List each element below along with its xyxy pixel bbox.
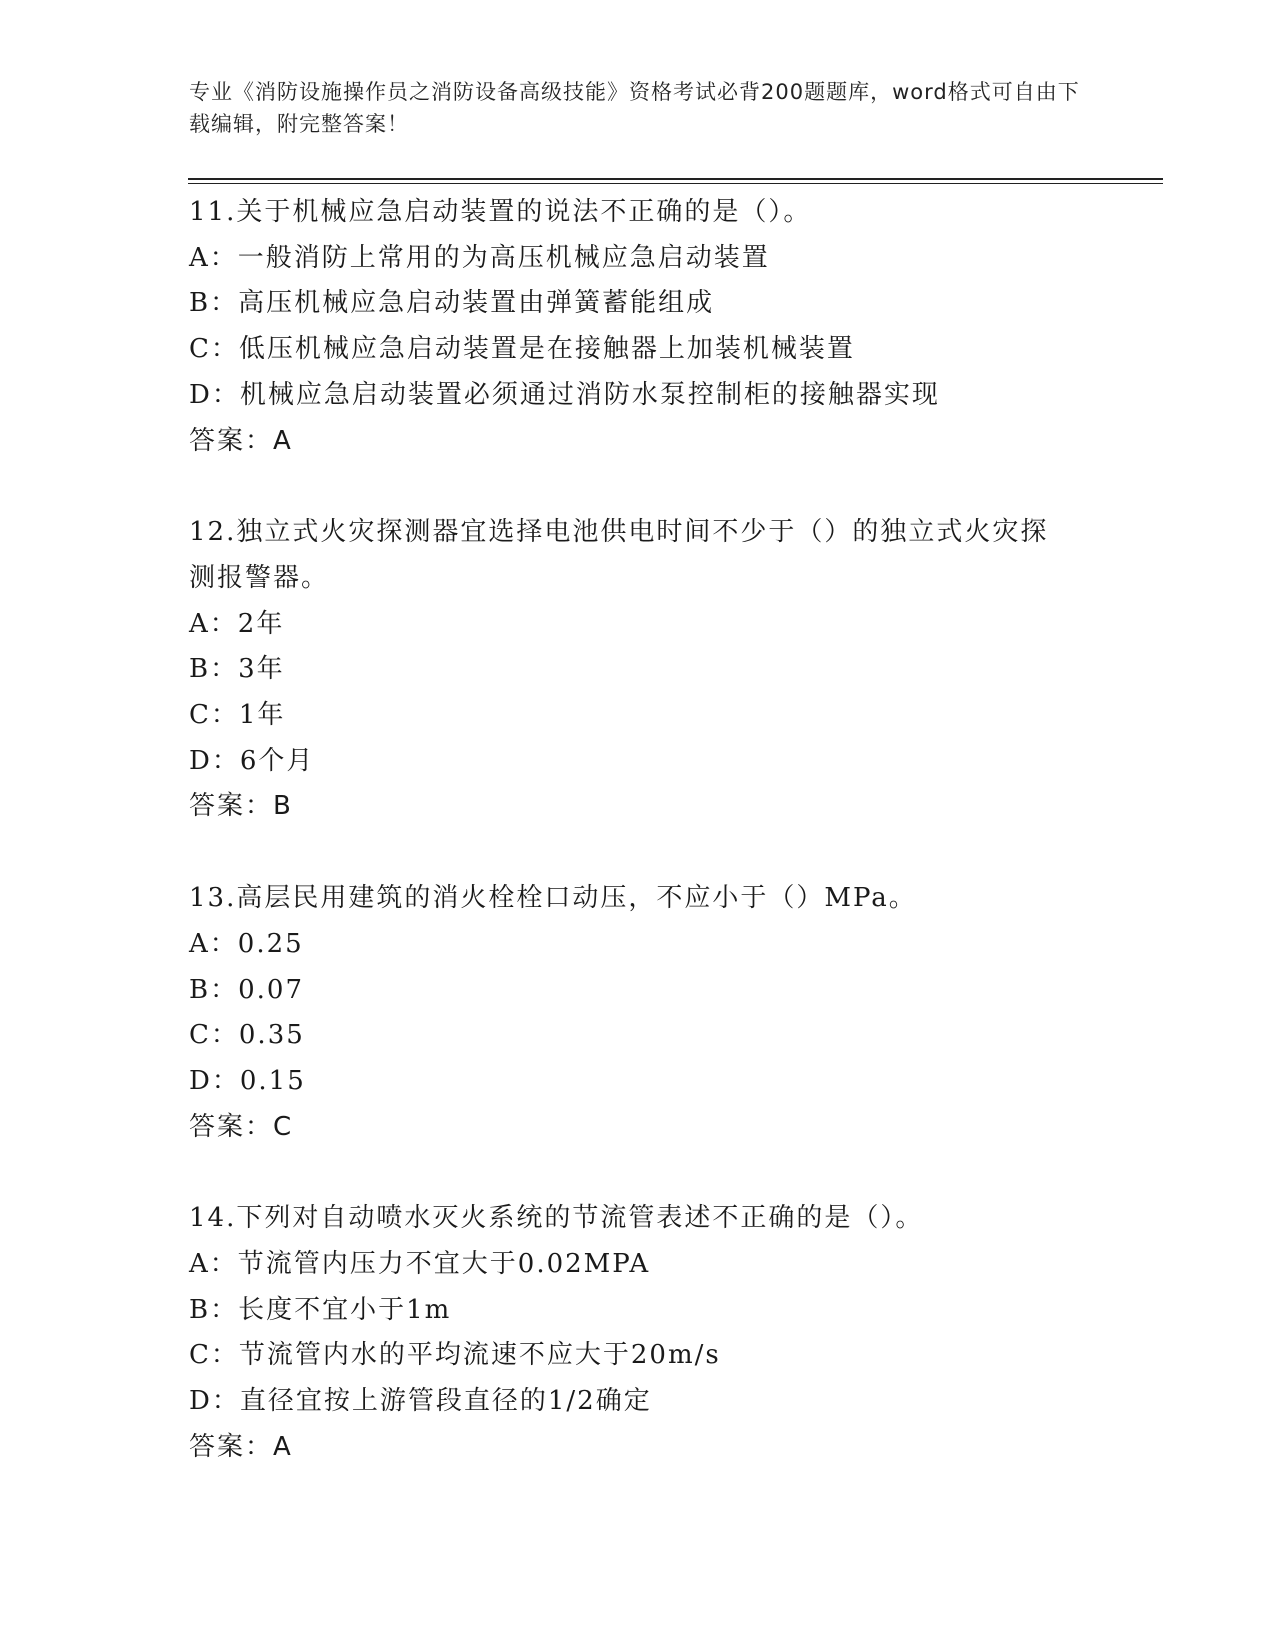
option-d: D：6个月 (189, 745, 315, 776)
option-d: D：直径宜按上游管段直径的1/2确定 (189, 1386, 652, 1417)
option-b: B：长度不宜小于1m (189, 1294, 452, 1325)
header-divider-thick (188, 178, 1163, 180)
answer-label: 答案： (189, 1431, 274, 1462)
header-divider-thin (188, 183, 1163, 184)
question-12 (189, 510, 1089, 830)
question-stem: 13.高层民用建筑的消火栓栓口动压，不应小于（）MPa。 (189, 883, 917, 914)
answer-label: 答案： (189, 425, 274, 456)
answer-value: A (273, 1431, 292, 1462)
option-b: B：3年 (189, 654, 285, 685)
document-header: 专业《消防设施操作员之消防设备高级技能》资格考试必背200题题库，word格式可自由下载编辑，附完整答案！ (189, 80, 1080, 136)
option-a: A：2年 (189, 608, 285, 639)
answer-line (189, 419, 1089, 465)
option-d: D：机械应急启动装置必须通过消防水泵控制柜的接触器实现 (189, 379, 940, 410)
option-c: C：0.35 (189, 1020, 305, 1051)
answer-label: 答案： (189, 791, 274, 822)
question-stem: 12.独立式火灾探测器宜选择电池供电时间不少于（）的独立式火灾探测报警器。 (189, 517, 1049, 593)
answer-line (189, 1105, 1089, 1151)
option-c: C：1年 (189, 700, 286, 731)
answer-line (189, 1425, 1089, 1471)
question-13 (189, 876, 1089, 1150)
answer-label: 答案： (189, 1111, 274, 1142)
question-11 (189, 190, 1089, 464)
answer-line (189, 784, 1089, 830)
option-d: D：0.15 (189, 1065, 306, 1096)
question-list (189, 190, 1089, 1471)
answer-value: A (273, 425, 292, 456)
option-b: B：高压机械应急启动装置由弹簧蓄能组成 (189, 288, 715, 319)
question-stem: 14.下列对自动喷水灭火系统的节流管表述不正确的是（）。 (189, 1203, 924, 1234)
option-c: C：低压机械应急启动装置是在接触器上加装机械装置 (189, 334, 855, 365)
question-stem: 11.关于机械应急启动装置的说法不正确的是（）。 (189, 197, 812, 227)
option-a: A：0.25 (189, 928, 304, 959)
answer-value: B (273, 791, 292, 822)
option-a: A：一般消防上常用的为高压机械应急启动装置 (189, 242, 770, 273)
option-b: B：0.07 (189, 974, 304, 1005)
option-c: C：节流管内水的平均流速不应大于20m/s (189, 1340, 721, 1371)
answer-value: C (273, 1111, 293, 1142)
option-a: A：节流管内压力不宜大于0.02MPA (189, 1249, 651, 1280)
question-14 (189, 1196, 1089, 1470)
